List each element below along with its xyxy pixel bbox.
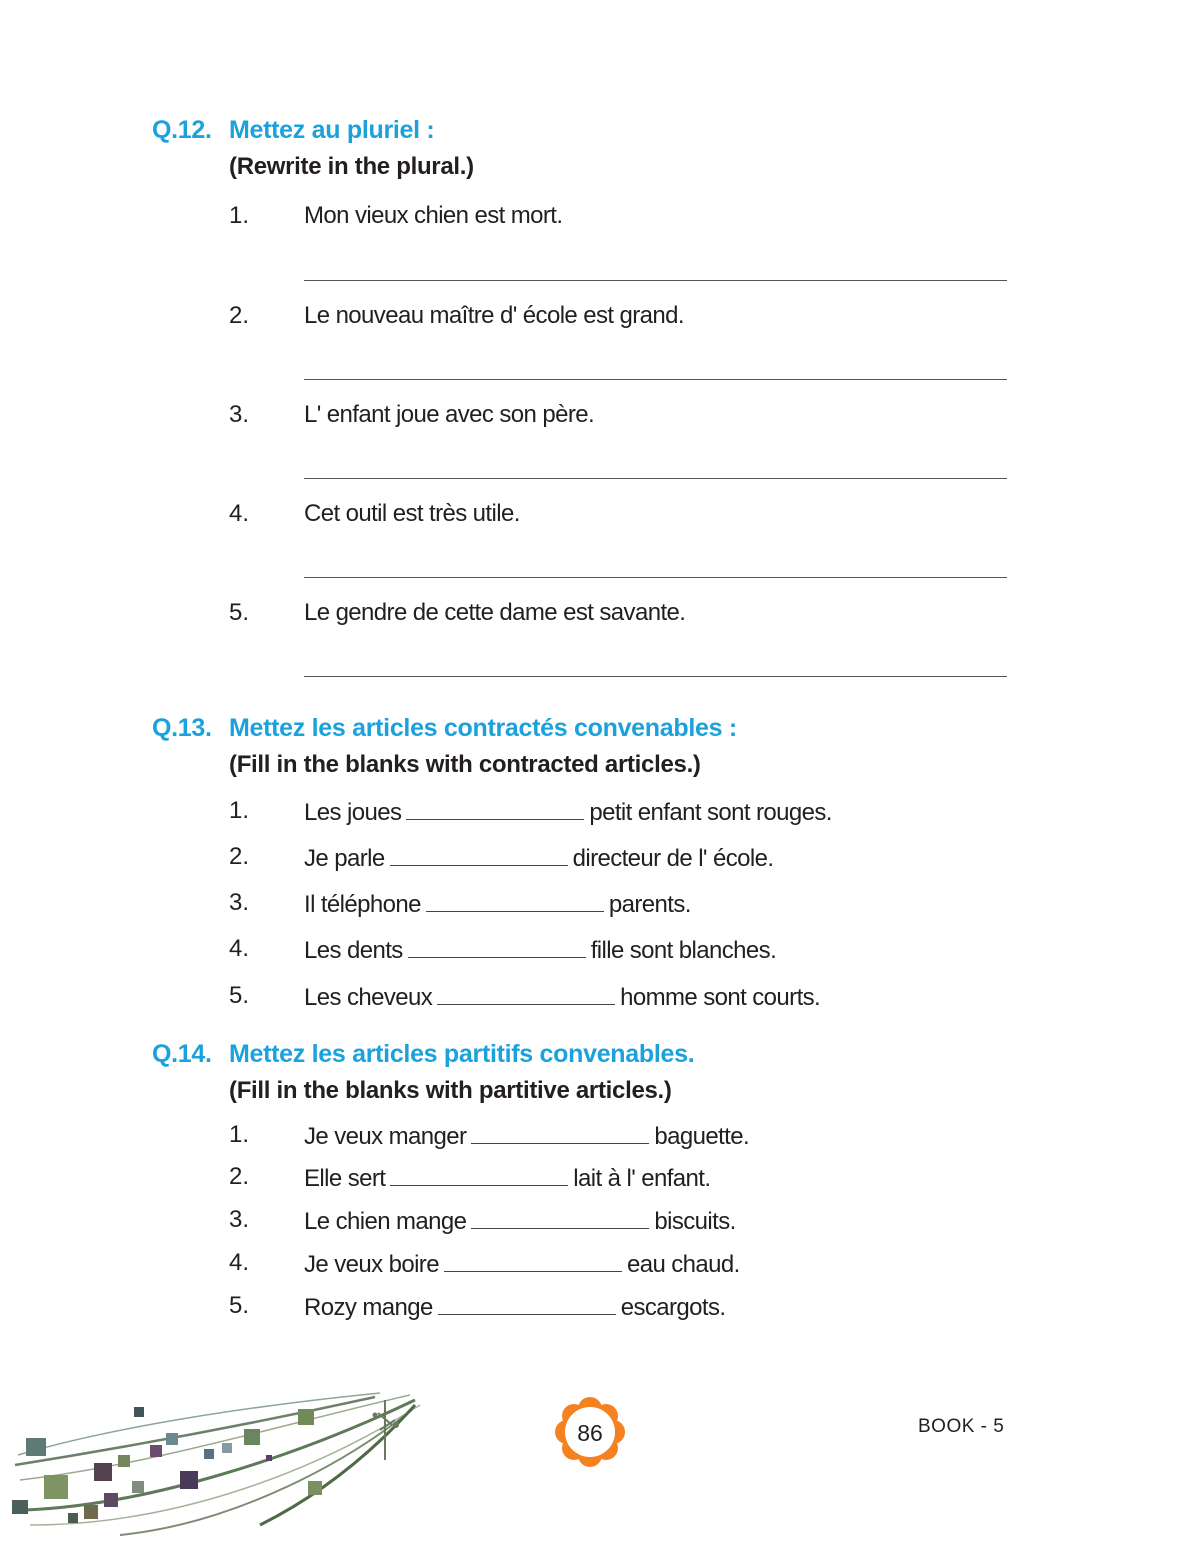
q13-item — [304, 982, 820, 1012]
q13-item-after: petit enfant sont rouges. — [589, 799, 832, 826]
fill-blank[interactable] — [390, 1163, 568, 1186]
q12-item-number: 2. — [229, 302, 250, 329]
q14-item-after: eau chaud. — [626, 1251, 740, 1278]
q13-item-after: parents. — [608, 891, 691, 918]
q13-item — [304, 797, 832, 827]
q12-answer-line[interactable] — [304, 478, 1007, 479]
q14-item-before: Je veux boire — [304, 1251, 439, 1278]
q13-subtitle: (Fill in the blanks with contracted articles.) — [229, 751, 701, 778]
q13-item-number: 1. — [229, 797, 250, 824]
q14-item-after: lait à l' enfant. — [573, 1165, 711, 1192]
q14-item-before: Le chien mange — [304, 1208, 467, 1235]
q13-item-number: 3. — [229, 889, 250, 916]
q13-item — [304, 935, 776, 965]
q12-item-text: Le gendre de cette dame est savante. — [304, 599, 686, 626]
q14-item-number: 1. — [229, 1121, 250, 1148]
q13-item-after: directeur de l' école. — [572, 845, 774, 872]
fill-blank[interactable] — [406, 797, 584, 820]
fill-blank[interactable] — [471, 1121, 649, 1144]
q13-item-after: fille sont blanches. — [590, 937, 777, 964]
q13-item-before: Les cheveux — [304, 984, 433, 1011]
q12-answer-line[interactable] — [304, 676, 1007, 677]
q12-title: Mettez au pluriel : — [229, 116, 435, 144]
q12-item-number: 4. — [229, 500, 250, 527]
q14-item — [304, 1163, 710, 1193]
q14-item-after: escargots. — [620, 1294, 726, 1321]
q12-number: Q.12. — [152, 116, 212, 144]
q14-item-before: Je veux manger — [304, 1123, 467, 1150]
q13-item — [304, 843, 773, 873]
q12-answer-line[interactable] — [304, 379, 1007, 380]
fill-blank[interactable] — [437, 982, 615, 1005]
q14-item-after: biscuits. — [654, 1208, 736, 1235]
q13-item-before: Les joues — [304, 799, 402, 826]
book-label: BOOK - 5 — [918, 1416, 1005, 1437]
decorative-swirl-graphic — [0, 1385, 430, 1545]
q12-answer-line[interactable] — [304, 577, 1007, 578]
q12-item-text: Cet outil est très utile. — [304, 500, 520, 527]
fill-blank[interactable] — [426, 889, 604, 912]
q13-title: Mettez les articles contractés convenables : — [229, 714, 737, 742]
fill-blank[interactable] — [390, 843, 568, 866]
q13-item-before: Il téléphone — [304, 891, 421, 918]
q13-item-after: homme sont courts. — [620, 984, 821, 1011]
fill-blank[interactable] — [408, 935, 586, 958]
q14-number: Q.14. — [152, 1040, 212, 1068]
q12-heading — [152, 116, 434, 145]
q13-item-before: Les dents — [304, 937, 403, 964]
q14-item — [304, 1249, 740, 1279]
q13-item-number: 2. — [229, 843, 250, 870]
q14-item-number: 2. — [229, 1163, 250, 1190]
fill-blank[interactable] — [444, 1249, 622, 1272]
q12-subtitle: (Rewrite in the plural.) — [229, 153, 474, 180]
q14-item — [304, 1292, 725, 1322]
q13-item — [304, 889, 691, 919]
q14-title: Mettez les articles partitifs convenables. — [229, 1040, 695, 1068]
page-number: 86 — [577, 1420, 603, 1446]
q14-item-number: 4. — [229, 1249, 250, 1276]
q13-heading — [152, 714, 737, 743]
q14-item-number: 5. — [229, 1292, 250, 1319]
q14-item-after: baguette. — [654, 1123, 750, 1150]
q14-heading — [152, 1040, 694, 1069]
q12-item-number: 3. — [229, 401, 250, 428]
q13-item-number: 4. — [229, 935, 250, 962]
q12-answer-line[interactable] — [304, 280, 1007, 281]
q14-item-number: 3. — [229, 1206, 250, 1233]
q12-item-text: L' enfant joue avec son père. — [304, 401, 595, 428]
q13-number: Q.13. — [152, 714, 212, 742]
fill-blank[interactable] — [438, 1292, 616, 1315]
q12-item-number: 5. — [229, 599, 250, 626]
q12-item-text: Mon vieux chien est mort. — [304, 202, 563, 229]
q12-item-number: 1. — [229, 202, 250, 229]
q14-subtitle: (Fill in the blanks with partitive articles.) — [229, 1077, 672, 1104]
q14-item — [304, 1121, 749, 1151]
q12-item-text: Le nouveau maître d' école est grand. — [304, 302, 684, 329]
q13-item-before: Je parle — [304, 845, 385, 872]
q14-item-before: Elle sert — [304, 1165, 386, 1192]
fill-blank[interactable] — [471, 1206, 649, 1229]
q14-item — [304, 1206, 736, 1236]
q13-item-number: 5. — [229, 982, 250, 1009]
q14-item-before: Rozy mange — [304, 1294, 433, 1321]
